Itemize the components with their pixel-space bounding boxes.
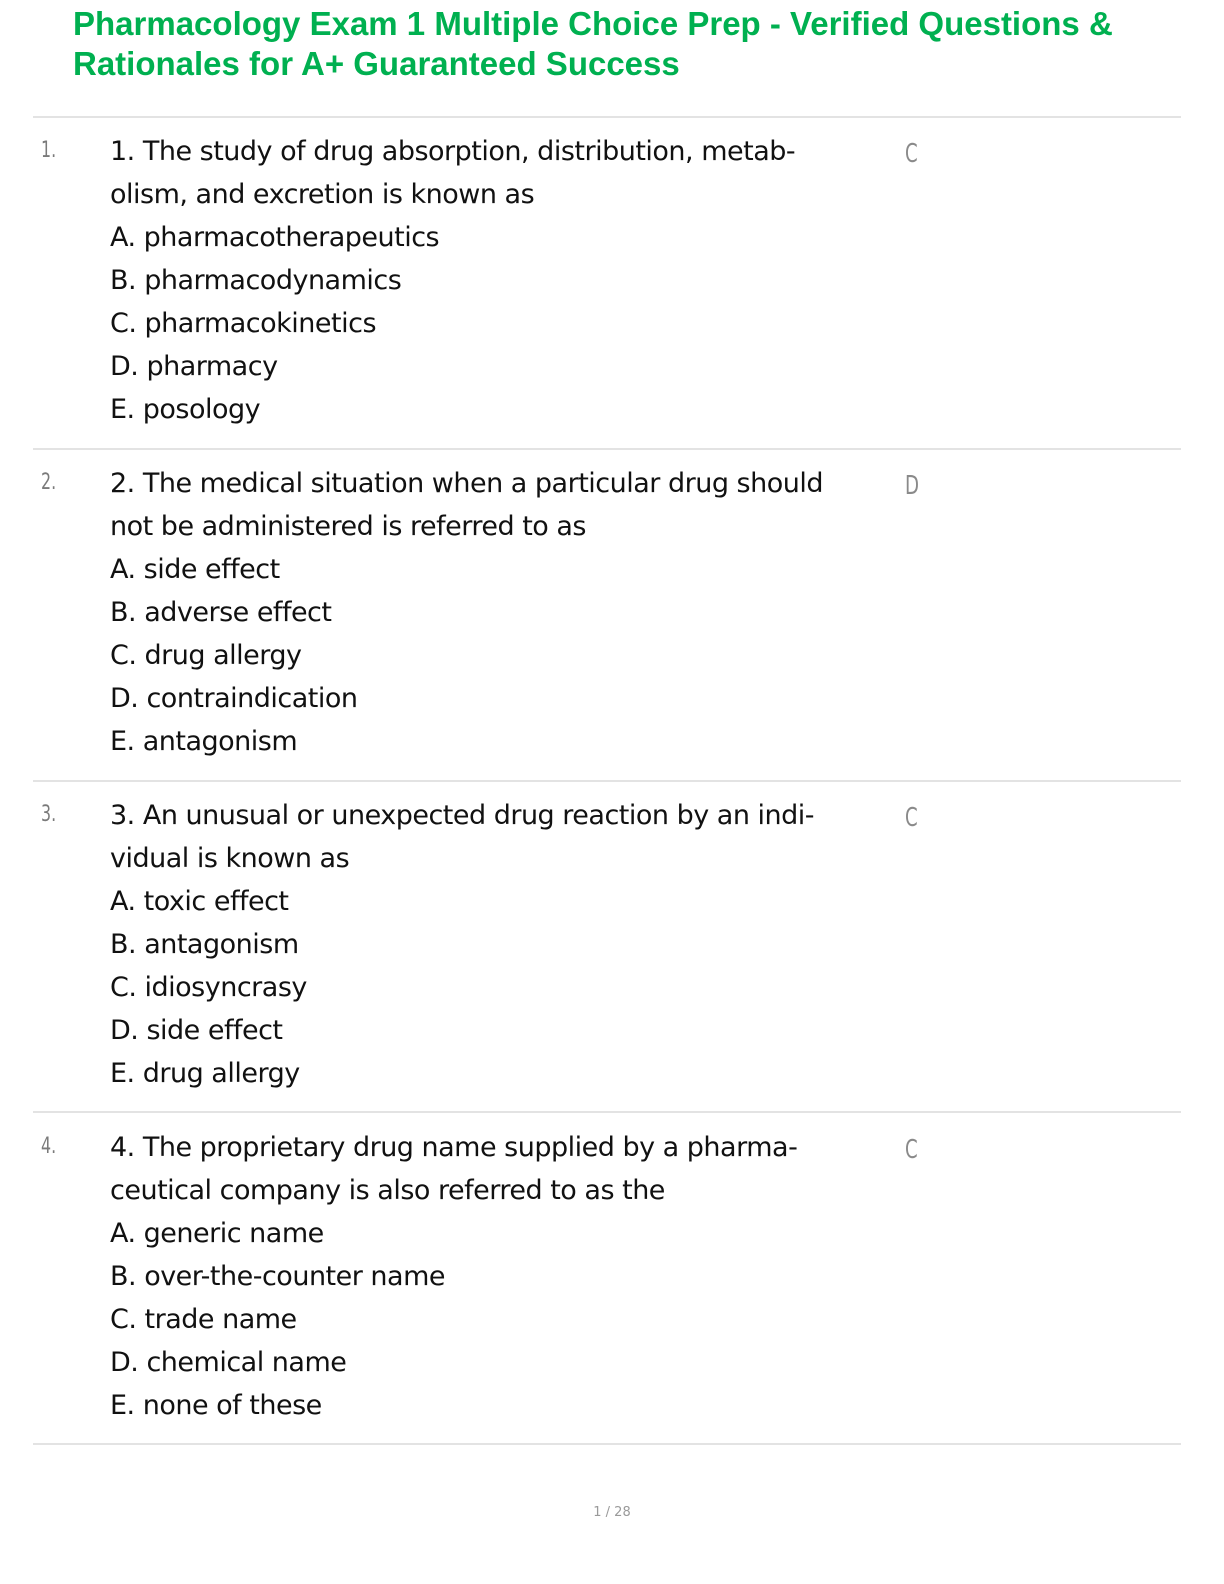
answer-key: D (905, 471, 919, 501)
answer-option-e: E. posology (110, 394, 261, 425)
question-stem-line: not be administered is referred to as (110, 511, 586, 542)
question-body (110, 1126, 910, 1427)
question-stem-line: 4. The proprietary drug name supplied by a pharma- (110, 1132, 798, 1163)
question-3 (0, 782, 1224, 1092)
question-2 (0, 450, 1224, 760)
question-1 (0, 118, 1224, 428)
answer-option-a: A. toxic effect (110, 886, 289, 917)
question-body (110, 130, 910, 431)
question-4 (0, 1114, 1224, 1424)
question-stem-line: 3. An unusual or unexpected drug reaction by an indi- (110, 800, 815, 831)
answer-option-d: D. contraindication (110, 683, 358, 714)
question-number: 2. (41, 470, 57, 495)
question-stem-line: olism, and excretion is known as (110, 179, 535, 210)
answer-option-b: B. antagonism (110, 929, 299, 960)
question-number: 3. (41, 802, 57, 827)
question-body (110, 794, 910, 1095)
answer-option-b: B. adverse effect (110, 597, 332, 628)
answer-option-a: A. side effect (110, 554, 280, 585)
answer-option-e: E. none of these (110, 1390, 322, 1421)
page-number: 1 / 28 (593, 1505, 631, 1520)
question-stem-line: ceutical company is also referred to as the (110, 1175, 665, 1206)
answer-key: C (905, 803, 918, 833)
answer-option-c: C. drug allergy (110, 640, 302, 671)
question-number: 1. (41, 138, 57, 163)
answer-key: C (905, 1135, 918, 1165)
answer-option-a: A. generic name (110, 1218, 324, 1249)
answer-option-c: C. trade name (110, 1304, 297, 1335)
answer-option-c: C. idiosyncrasy (110, 972, 307, 1003)
divider (33, 1443, 1181, 1445)
answer-key: C (905, 139, 918, 169)
answer-option-e: E. antagonism (110, 726, 298, 757)
answer-option-d: D. chemical name (110, 1347, 347, 1378)
question-stem-line: 1. The study of drug absorption, distribution, metab- (110, 136, 796, 167)
answer-option-d: D. side effect (110, 1015, 283, 1046)
answer-option-b: B. pharmacodynamics (110, 265, 402, 296)
question-body (110, 462, 910, 763)
document-title: Pharmacology Exam 1 Multiple Choice Prep - Verified Questions & Rationales for A+ Guaranteed Success (73, 5, 1113, 82)
answer-option-a: A. pharmacotherapeutics (110, 222, 440, 253)
divider (33, 1111, 1181, 1113)
answer-option-d: D. pharmacy (110, 351, 278, 382)
answer-option-e: E. drug allergy (110, 1058, 300, 1089)
question-stem-line: vidual is known as (110, 843, 350, 874)
answer-option-c: C. pharmacokinetics (110, 308, 377, 339)
question-number: 4. (41, 1134, 57, 1159)
question-stem-line: 2. The medical situation when a particular drug should (110, 468, 823, 499)
answer-option-b: B. over-the-counter name (110, 1261, 446, 1292)
